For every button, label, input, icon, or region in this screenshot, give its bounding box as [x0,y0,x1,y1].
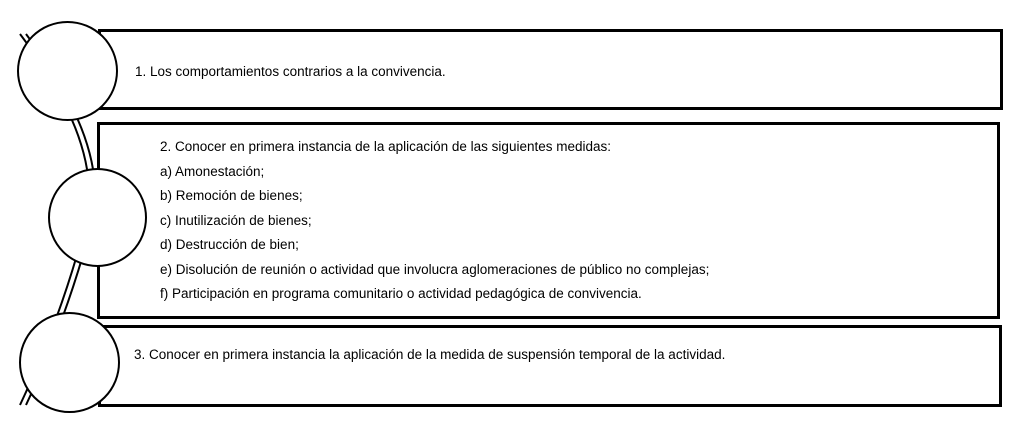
step-2-text [160,135,709,307]
step-1-title: 1. Los comportamientos contrarios a la convivencia. [135,64,446,79]
step-2-item-b: b) Remoción de bienes; [160,188,303,203]
step-2-circle [48,168,147,267]
step-3-text [134,343,725,368]
step-1-text [135,60,446,85]
step-2-item-a: a) Amonestación; [160,163,265,179]
step-1-circle [17,21,118,121]
step-3-circle [19,312,120,413]
step-2-title: 2. Conocer en primera instancia de la aplicación de las siguientes medidas: [160,139,612,154]
step-2-item-d: d) Destrucción de bien; [160,237,299,252]
step-2-item-c: c) Inutilización de bienes; [160,212,312,228]
step-3-title: 3. Conocer en primera instancia la aplicación de la medida de suspensión temporal de la actividad. [134,347,726,362]
step-2-item-f: f) Participación en programa comunitario o actividad pedagógica de convivencia. [160,286,642,301]
step-2-item-e: e) Disolución de reunión o actividad que involucra aglomeraciones de público no complejas; [160,261,710,277]
